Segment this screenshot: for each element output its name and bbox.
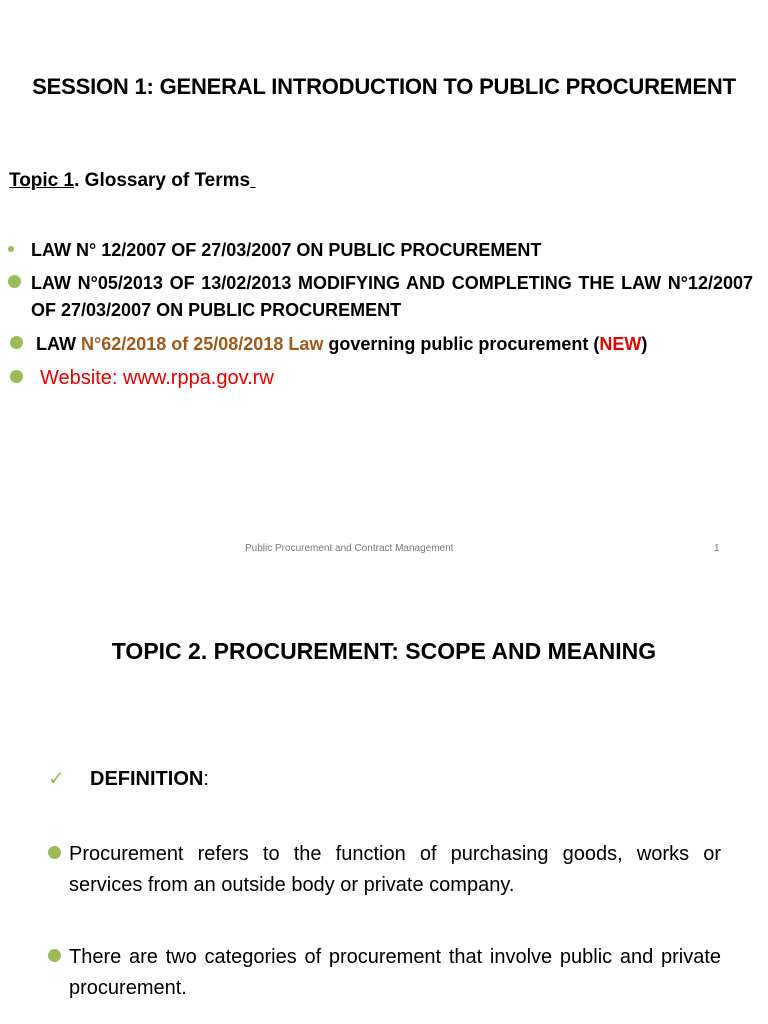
- procurement-definition: Procurement refers to the function of purchasing goods, works or services from an outside body or private company.: [69, 843, 721, 896]
- bullet-dot-icon: [8, 275, 21, 288]
- new-badge: NEW: [599, 334, 642, 354]
- page-number: 1: [714, 543, 720, 554]
- topic-1-label: Topic 1: [9, 170, 75, 191]
- law-2013-item: LAW N°05/2013 OF 13/02/2013 MODIFYING AND COMPLETING THE LAW N°12/2007 OF 27/03/2007 ON PUBLIC PROCUREMENT: [31, 273, 753, 320]
- law-2007-item: LAW N° 12/2007 OF 27/03/2007 ON PUBLIC PROCUREMENT: [31, 240, 542, 260]
- slide-2-title: TOPIC 2. PROCUREMENT: SCOPE AND MEANING: [111, 638, 657, 664]
- checkmark-icon: ✓: [48, 768, 65, 790]
- bullet-dot-icon: [10, 336, 23, 349]
- website-item[interactable]: Website: www.rppa.gov.rw: [40, 367, 274, 389]
- topic-1-text: . Glossary of Terms: [74, 170, 251, 191]
- definition-label: DEFINITION: [90, 768, 204, 790]
- bullet-dot-icon: [8, 246, 14, 252]
- law-2018-text: governing public procurement (: [323, 334, 600, 354]
- bullet-dot-icon: [10, 370, 23, 383]
- law-2018-prefix: LAW: [36, 334, 81, 354]
- footer-text: Public Procurement and Contract Management: [245, 543, 454, 554]
- procurement-categories: There are two categories of procurement that involve public and private procurement.: [69, 946, 721, 999]
- slide-2: [0, 570, 768, 1024]
- topic-1-heading: [9, 170, 255, 192]
- slide-1-title: SESSION 1: GENERAL INTRODUCTION TO PUBLIC PROCUREMENT: [32, 74, 736, 99]
- bullet-dot-icon: [48, 846, 61, 859]
- law-2018-number: N°62/2018 of 25/08/2018 Law: [81, 334, 324, 354]
- definition-heading: DEFINITION:: [90, 768, 209, 790]
- bullet-dot-icon: [48, 949, 61, 962]
- law-2018-item: LAW N°62/2018 of 25/08/2018 Law governing public procurement (NEW): [36, 334, 648, 354]
